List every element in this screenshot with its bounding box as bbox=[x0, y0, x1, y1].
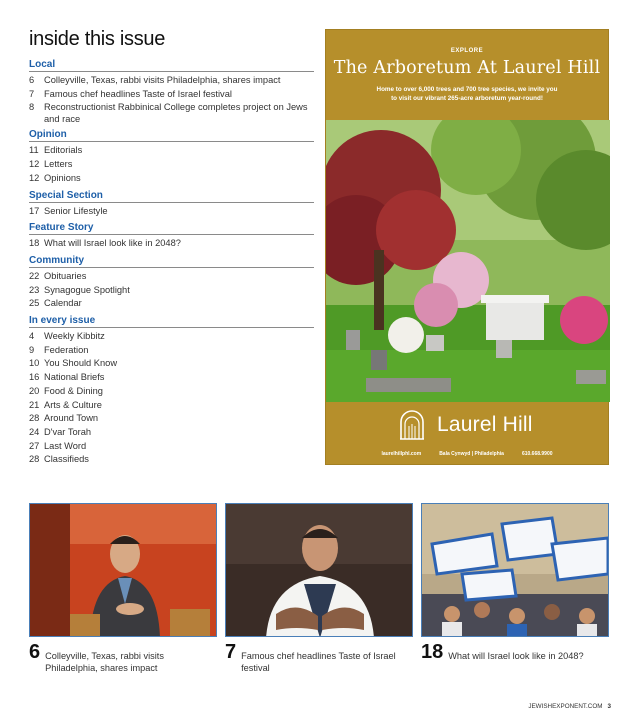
ad-contact-bar bbox=[326, 451, 608, 457]
feature-card-chef[interactable] bbox=[225, 503, 413, 674]
feature-photos bbox=[29, 503, 609, 674]
toc-entry[interactable] bbox=[29, 344, 314, 358]
toc-page-number: 23 bbox=[29, 284, 40, 295]
toc-section bbox=[29, 255, 314, 311]
toc-page-number: 22 bbox=[29, 270, 40, 281]
feature-caption-text: Colleyville, Texas, rabbi visits Philadelphia, shares impact bbox=[45, 651, 164, 673]
section-heading: Special Section bbox=[29, 190, 314, 203]
toc-entry[interactable] bbox=[29, 270, 314, 284]
section-heading: Feature Story bbox=[29, 222, 314, 235]
toc-page-number: 17 bbox=[29, 205, 40, 216]
toc-entry[interactable] bbox=[29, 412, 314, 426]
toc-section bbox=[29, 190, 314, 219]
toc-page-number: 8 bbox=[29, 102, 35, 113]
gate-logo-icon bbox=[399, 410, 425, 440]
ad-phone: 610.668.9900 bbox=[521, 451, 553, 457]
ad-subtitle-line-2: to visit our vibrant 265-acre arboretum year-round! bbox=[391, 94, 543, 102]
section-heading: Community bbox=[29, 255, 314, 268]
toc-page-number: 12 bbox=[29, 159, 40, 170]
toc-entry[interactable] bbox=[29, 440, 314, 454]
section-heading: Opinion bbox=[29, 129, 314, 142]
ad-brand-name: Laurel Hill bbox=[437, 413, 533, 436]
toc-page-number: 25 bbox=[29, 298, 40, 309]
toc-entry[interactable] bbox=[29, 101, 314, 125]
toc-entry[interactable] bbox=[29, 371, 314, 385]
ad-location: Bala Cynwyd | Philadelphia bbox=[439, 451, 504, 457]
toc-entry-title: D'var Torah bbox=[44, 426, 92, 437]
toc-section bbox=[29, 315, 314, 467]
toc-entry-title: Senior Lifestyle bbox=[44, 205, 108, 216]
toc-page-number: 7 bbox=[29, 88, 35, 99]
section-heading: In every issue bbox=[29, 315, 314, 328]
toc-entry[interactable] bbox=[29, 399, 314, 413]
toc-entry-title: Famous chef headlines Taste of Israel festival bbox=[44, 88, 232, 99]
footer-site[interactable]: JEWISHEXPONENT.COM bbox=[528, 703, 603, 710]
toc-page-number: 28 bbox=[29, 413, 40, 424]
toc-entry-title: Obituaries bbox=[44, 270, 87, 281]
toc-entry-title: Arts & Culture bbox=[44, 399, 102, 410]
toc-entry-title: Federation bbox=[44, 344, 89, 355]
ad-subtitle-line-1: Home to over 6,000 trees and 700 tree species, we invite you bbox=[376, 86, 558, 93]
feature-page-number: 6 bbox=[29, 641, 41, 663]
toc-page-number: 27 bbox=[29, 440, 40, 451]
feature-caption-text: Famous chef headlines Taste of Israel festival bbox=[241, 651, 396, 673]
toc-entry-title: Classifieds bbox=[44, 454, 89, 465]
toc-entry[interactable] bbox=[29, 144, 314, 158]
feature-page-number: 18 bbox=[421, 641, 444, 663]
rabbi-photo bbox=[29, 503, 217, 637]
toc-sections bbox=[29, 59, 314, 467]
feature-card-rabbi[interactable] bbox=[29, 503, 217, 674]
toc-entry-title: Calendar bbox=[44, 298, 82, 309]
toc-section bbox=[29, 222, 314, 251]
toc-entry[interactable] bbox=[29, 237, 314, 251]
toc-entry[interactable] bbox=[29, 172, 314, 186]
toc-entry[interactable] bbox=[29, 385, 314, 399]
toc-page-number: 18 bbox=[29, 238, 40, 249]
page-title: inside this issue bbox=[29, 28, 166, 50]
feature-caption bbox=[29, 642, 217, 674]
ad-title: The Arboretum At Laurel Hill bbox=[333, 58, 601, 78]
cemetery-garden-photo bbox=[326, 120, 610, 402]
ad-explore-label: EXPLORE bbox=[450, 48, 484, 54]
toc-entry-title: Editorials bbox=[44, 145, 83, 156]
feature-card-israel[interactable] bbox=[421, 503, 609, 674]
feature-caption bbox=[421, 642, 609, 663]
chef-photo bbox=[225, 503, 413, 637]
toc-entry-title: Reconstructionist Rabbinical College completes project on Jews and race bbox=[44, 102, 308, 124]
toc-page-number: 10 bbox=[29, 358, 40, 369]
toc-entry-title: Colleyville, Texas, rabbi visits Philadelphia, shares impact bbox=[44, 75, 281, 85]
toc-entry[interactable] bbox=[29, 357, 314, 371]
toc-page-number: 28 bbox=[29, 454, 40, 465]
page-number: 3 bbox=[607, 703, 611, 710]
israel-flags-photo bbox=[421, 503, 609, 637]
toc-entry[interactable] bbox=[29, 284, 314, 298]
toc-entry[interactable] bbox=[29, 330, 314, 344]
toc-entry-title: Opinions bbox=[44, 172, 81, 183]
toc-entry-title: Synagogue Spotlight bbox=[44, 284, 130, 295]
toc-entry-title: National Briefs bbox=[44, 372, 105, 383]
arboretum-ad[interactable] bbox=[325, 29, 609, 465]
toc-page-number: 9 bbox=[29, 344, 35, 355]
toc-entry-title: Last Word bbox=[44, 440, 87, 451]
toc-entry[interactable] bbox=[29, 453, 314, 467]
feature-page-number: 7 bbox=[225, 641, 237, 663]
toc-page-number: 20 bbox=[29, 385, 40, 396]
toc-page-number: 21 bbox=[29, 399, 40, 410]
toc-entry[interactable] bbox=[29, 88, 314, 102]
toc-entry-title: What will Israel look like in 2048? bbox=[44, 238, 181, 249]
toc-section bbox=[29, 59, 314, 125]
toc-page-number: 4 bbox=[29, 331, 35, 342]
section-heading: Local bbox=[29, 59, 314, 72]
feature-caption bbox=[225, 642, 413, 674]
ad-subtitle bbox=[346, 86, 588, 103]
toc-entry[interactable] bbox=[29, 74, 314, 88]
toc-entry[interactable] bbox=[29, 205, 314, 219]
table-of-contents bbox=[29, 28, 314, 471]
toc-page-number: 12 bbox=[29, 172, 40, 183]
page-footer bbox=[528, 703, 611, 710]
toc-page-number: 24 bbox=[29, 426, 40, 437]
laurel-hill-logo bbox=[399, 410, 533, 440]
toc-entry[interactable] bbox=[29, 426, 314, 440]
toc-entry-title: Letters bbox=[44, 159, 73, 170]
feature-caption-text: What will Israel look like in 2048? bbox=[448, 651, 584, 661]
toc-entry-title: Food & Dining bbox=[44, 385, 103, 396]
toc-entry[interactable] bbox=[29, 297, 314, 311]
toc-entry[interactable] bbox=[29, 158, 314, 172]
ad-website-link[interactable]: laurelhillphl.com bbox=[381, 451, 422, 457]
toc-page-number: 6 bbox=[29, 75, 35, 85]
toc-entry-title: You Should Know bbox=[44, 358, 118, 369]
toc-entry-title: Weekly Kibbitz bbox=[44, 331, 105, 342]
toc-section bbox=[29, 129, 314, 185]
toc-page-number: 11 bbox=[29, 145, 39, 156]
toc-page-number: 16 bbox=[29, 372, 40, 383]
toc-entry-title: Around Town bbox=[44, 413, 99, 424]
